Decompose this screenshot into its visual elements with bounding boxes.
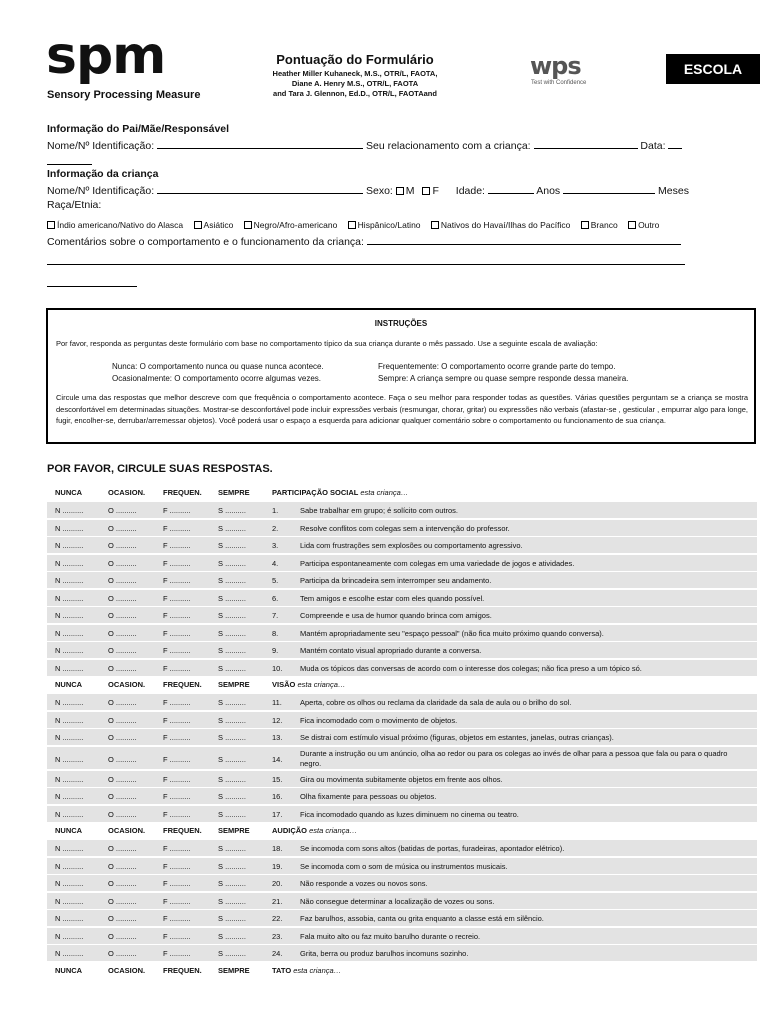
age-months-field[interactable] [563, 183, 655, 194]
response-always[interactable]: S .......... [218, 628, 246, 638]
response-always[interactable]: S .......... [218, 861, 246, 871]
response-occasionally[interactable]: O .......... [108, 715, 137, 725]
item-number: 6. [272, 593, 279, 603]
response-occasionally[interactable]: O .......... [108, 576, 137, 585]
response-always[interactable]: S .......... [218, 523, 246, 533]
table-row [47, 893, 757, 909]
sex-f-checkbox[interactable] [422, 187, 430, 195]
response-never[interactable]: N .......... [55, 844, 84, 853]
table-row [47, 945, 757, 961]
section-title [272, 966, 341, 975]
section-title-text: PARTICIPAÇÃO SOCIAL [272, 488, 361, 497]
response-always[interactable]: S .......... [218, 663, 246, 673]
item-number: 18. [272, 844, 283, 853]
ethnicity-label: Outro [638, 220, 660, 230]
item-text: Tem amigos e escolhe estar com eles quando possível. [300, 593, 485, 603]
response-frequently[interactable]: F .......... [163, 792, 191, 801]
response-frequently[interactable]: F .......... [163, 844, 191, 853]
response-never[interactable]: N .......... [55, 914, 84, 923]
response-occasionally[interactable]: O .......... [108, 896, 137, 906]
response-never[interactable]: N .......... [55, 931, 84, 941]
author-line: Heather Miller Kuhaneck, M.S., OTR/L, FAOTA, [272, 69, 438, 78]
item-text: Sabe trabalhar em grupo; é solícito com outros. [300, 506, 458, 515]
months-label: Meses [658, 185, 689, 197]
author-line: and Tara J. Glennon, Ed.D., OTR/L, FAOTAand [273, 89, 437, 98]
response-occasionally[interactable]: O .......... [108, 628, 137, 638]
response-always[interactable]: S .......... [218, 576, 246, 585]
item-text: Se incomoda com o som de música ou instrumentos musicais. [300, 861, 508, 871]
section-title [272, 488, 408, 497]
response-always[interactable]: S .......... [218, 949, 246, 958]
item-number: 17. [272, 809, 283, 819]
table-row [47, 771, 757, 787]
response-never[interactable]: N .......... [55, 523, 84, 533]
item-text: Fala muito alto ou faz muito barulho durante o recreio. [300, 931, 481, 941]
table-row [47, 910, 757, 926]
table-row [47, 729, 757, 745]
column-header: FREQUEN. [163, 488, 202, 497]
response-always[interactable]: S .......... [218, 844, 246, 853]
table-row [47, 607, 757, 623]
item-number: 11. [272, 698, 282, 707]
response-occasionally[interactable]: O .......... [108, 914, 137, 923]
response-frequently[interactable]: F .......... [163, 523, 191, 533]
response-frequently[interactable]: F .......... [163, 733, 191, 742]
section-title-suffix: esta criança… [309, 826, 358, 835]
ethnicity-label: Asiático [203, 220, 234, 230]
response-occasionally[interactable]: O .......... [108, 861, 137, 871]
item-text: Gira ou movimenta subitamente objetos em frente aos olhos. [300, 774, 503, 784]
section-title [272, 680, 345, 689]
item-text: Compreende e usa de humor quando brinca com amigos. [300, 611, 492, 620]
section-title-suffix: esta criança… [297, 680, 346, 689]
table-row [47, 625, 757, 641]
column-header: FREQUEN. [163, 826, 202, 835]
response-never[interactable]: N .......... [55, 792, 84, 801]
please-circle-heading: POR FAVOR, CIRCULE SUAS RESPOSTAS. [47, 463, 273, 475]
column-header: SEMPRE [218, 680, 250, 689]
response-frequently[interactable]: F .......... [163, 646, 191, 655]
item-number: 8. [272, 628, 279, 638]
parent-name-label: Nome/Nº Identificação: [47, 140, 155, 152]
comments-row [47, 234, 681, 248]
scale-always: Sempre: A criança sempre ou quase sempre responde dessa maneira. [378, 374, 629, 383]
response-frequently[interactable]: F .......... [163, 576, 191, 585]
response-always[interactable]: S .......... [218, 792, 246, 801]
race-label: Raça/Etnia: [47, 199, 102, 211]
response-occasionally[interactable]: O .......... [108, 506, 137, 515]
item-number: 20. [272, 879, 283, 888]
table-row [47, 858, 757, 874]
ethnicity-checkbox[interactable] [581, 221, 589, 229]
date-field-continuation[interactable] [47, 164, 92, 165]
ethnicity-label: Branco [590, 220, 618, 230]
item-text: Não responde a vozes ou novos sons. [300, 879, 428, 888]
item-text: Mantém contato visual apropriado durante a conversa. [300, 646, 482, 655]
scale-occasionally: Ocasionalmente: O comportamento ocorre algumas vezes. [112, 374, 321, 383]
response-always[interactable]: S .......... [218, 896, 246, 906]
response-never[interactable]: N .......... [55, 628, 84, 638]
response-always[interactable]: S .......... [218, 774, 246, 784]
response-frequently[interactable]: F .......... [163, 879, 191, 888]
table-row [47, 590, 757, 606]
column-header: OCASION. [108, 965, 146, 975]
item-number: 23. [272, 931, 283, 941]
response-never[interactable]: N .......... [55, 611, 84, 620]
item-text: Participa espontaneamente com colegas em uma variedade de jogos e atividades. [300, 558, 575, 568]
section-header [47, 963, 757, 980]
instructions-box [46, 308, 756, 444]
publisher-name: wps [530, 52, 581, 80]
table-row [47, 537, 757, 553]
response-always[interactable]: S .......... [218, 698, 246, 707]
item-text: Grita, berra ou produz barulhos incomuns sozinho. [300, 949, 469, 958]
column-header: NUNCA [55, 965, 83, 975]
comments-line[interactable] [47, 286, 137, 287]
item-number: 2. [272, 523, 279, 533]
item-number: 14. [272, 754, 283, 764]
item-number: 5. [272, 576, 279, 585]
column-header: OCASION. [108, 680, 146, 689]
section-title [272, 826, 357, 835]
item-number: 22. [272, 914, 283, 923]
scale-never: Nunca: O comportamento nunca ou quase nunca acontece. [112, 362, 324, 371]
response-always[interactable]: S .......... [218, 646, 246, 655]
section-header [47, 677, 757, 694]
response-occasionally[interactable]: O .......... [108, 663, 137, 673]
item-number: 21. [272, 896, 283, 906]
table-row [47, 788, 757, 804]
comments-line[interactable] [47, 264, 685, 265]
column-header: NUNCA [55, 488, 83, 497]
response-always[interactable]: S .......... [218, 506, 246, 515]
ethnicity-label: Hispânico/Latino [357, 220, 421, 230]
section-title-suffix: esta criança… [293, 965, 342, 975]
response-always[interactable]: S .......... [218, 879, 246, 888]
sex-f-label: F [432, 185, 439, 197]
item-number: 4. [272, 558, 279, 568]
response-always[interactable]: S .......... [218, 809, 246, 819]
item-number: 3. [272, 541, 279, 550]
item-number: 13. [272, 733, 283, 742]
item-number: 19. [272, 861, 283, 871]
age-years-field[interactable] [488, 183, 534, 194]
ethnicity-checkbox[interactable] [47, 221, 55, 229]
item-number: 15. [272, 774, 283, 784]
response-frequently[interactable]: F .......... [163, 506, 191, 515]
column-header: NUNCA [55, 826, 83, 835]
scale-frequently: Frequentemente: O comportamento ocorre grande parte do tempo. [378, 362, 616, 371]
item-text: Resolve conflitos com colegas sem a intervenção do professor. [300, 523, 510, 533]
response-occasionally[interactable]: O .......... [108, 593, 137, 603]
ethnicity-options [47, 220, 659, 230]
response-frequently[interactable]: F .......... [163, 611, 191, 620]
item-text: Durante a instrução ou um anúncio, olha ao redor ou para os colegas ao invés de olhar para a pessoa que fala ou para o quadro negro. [300, 748, 728, 768]
response-never[interactable]: N .......... [55, 879, 84, 888]
instructions-body: Circule uma das respostas que melhor descreve com que frequência o comportamento acontece. Faça o seu melhor para responder todas as questões. Várias questões perguntam se a criança se mostra desconfortável em determinadas situações. Mostrar-se desconfortável pode incluir expressões verbais (resmungar, chorar, gritar) ou expressões não verbais (afastar-se , gesticular , empurrar algo para longe, fugir, encolher-se, derrubar/arremessar objetos). Você poderá usar o espaço a esquerda para adicionar qualquer comentário sobre o comportamento ou funcionamento de sua criança. [56, 393, 748, 425]
item-text: Olha fixamente para pessoas ou objetos. [300, 792, 437, 801]
table-row [47, 806, 757, 822]
child-info-heading: Informação da criança [47, 168, 159, 180]
ethnicity-checkbox[interactable] [348, 221, 356, 229]
response-frequently[interactable]: F .......... [163, 896, 191, 906]
instructions-title: INSTRUÇÕES [374, 319, 428, 328]
child-name-field[interactable] [157, 183, 363, 194]
section-title-suffix: esta criança… [360, 488, 409, 497]
response-occasionally[interactable]: O .......... [108, 792, 137, 801]
column-header: FREQUEN. [163, 965, 202, 975]
logo-subtitle: Sensory Processing Measure [47, 89, 201, 101]
column-header: SEMPRE [218, 965, 250, 975]
spm-logo: spm [46, 26, 166, 86]
section-title-text: AUDIÇÃO [272, 826, 310, 835]
response-frequently[interactable]: F .......... [163, 914, 191, 923]
table-row [47, 555, 757, 571]
response-never[interactable]: N .......... [55, 646, 84, 655]
response-always[interactable]: S .......... [218, 593, 246, 603]
response-frequently[interactable]: F .......... [163, 715, 191, 725]
response-never[interactable]: N .......... [55, 593, 84, 603]
child-info-row [47, 183, 689, 197]
response-frequently[interactable]: F .......... [163, 861, 191, 871]
item-text: Fica incomodado quando as luzes diminuem no cinema ou teatro. [300, 809, 519, 819]
item-text: Lida com frustrações sem explosões ou comportamento agressivo. [300, 541, 523, 550]
response-occasionally[interactable]: O .......... [108, 931, 137, 941]
ethnicity-checkbox[interactable] [431, 221, 439, 229]
ethnicity-checkbox[interactable] [194, 221, 202, 229]
section-title-text: VISÃO [272, 680, 298, 689]
response-always[interactable]: S .......... [218, 715, 246, 725]
column-header: NUNCA [55, 680, 83, 689]
column-header: SEMPRE [218, 488, 250, 497]
date-field[interactable] [668, 138, 682, 149]
item-text: Não consegue determinar a localização de vozes ou sons. [300, 896, 495, 906]
form-title: Pontuação do Formulário [276, 52, 434, 67]
date-label: Data: [640, 140, 666, 152]
ethnicity-label: Nativos do Havaí/Ilhas do Pacífico [440, 220, 571, 230]
response-frequently[interactable]: F .......... [163, 698, 191, 707]
table-row [47, 840, 757, 856]
response-always[interactable]: S .......... [218, 931, 246, 941]
table-row [47, 928, 757, 944]
response-occasionally[interactable]: O .......... [108, 558, 137, 568]
response-occasionally[interactable]: O .......... [108, 698, 137, 707]
item-text: Muda os tópicos das conversas de acordo com o interesse dos colegas; não fica preso a um tópico só. [300, 663, 642, 673]
years-label: Anos [536, 185, 561, 197]
column-header: OCASION. [108, 488, 146, 497]
comments-label: Comentários sobre o comportamento e o funcionamento da criança: [47, 236, 364, 248]
ethnicity-checkbox[interactable] [628, 221, 636, 229]
section-header [47, 485, 757, 502]
age-label: Idade: [455, 185, 485, 197]
table-row [47, 712, 757, 728]
response-never[interactable]: N .......... [55, 541, 84, 550]
sex-label: Sexo: [365, 185, 393, 197]
sex-m-label: M [405, 185, 415, 197]
response-never[interactable]: N .......... [55, 774, 84, 784]
item-number: 9. [272, 646, 279, 655]
response-frequently[interactable]: F .......... [163, 774, 191, 784]
school-badge: ESCOLA [666, 54, 760, 84]
response-frequently[interactable]: F .......... [163, 931, 191, 941]
parent-name-field[interactable] [157, 138, 363, 149]
response-frequently[interactable]: F .......... [163, 558, 191, 568]
response-never[interactable]: N .......... [55, 576, 84, 585]
section-header [47, 823, 757, 840]
response-occasionally[interactable]: O .......... [108, 879, 137, 888]
response-frequently[interactable]: F .......... [163, 809, 191, 819]
relation-field[interactable] [534, 138, 638, 149]
comments-field[interactable] [367, 234, 681, 245]
item-text: Se distrai com estímulo visual próximo (figuras, objetos em estantes, janelas, outras crianças). [300, 733, 614, 742]
item-text: Se incomoda com sons altos (batidas de portas, furadeiras, apontador elétrico). [300, 844, 565, 853]
item-number: 24. [272, 949, 283, 958]
publisher-tagline: Test with Confidence [531, 80, 587, 86]
response-never[interactable]: N .......... [55, 663, 84, 673]
response-occasionally[interactable]: O .......... [108, 949, 137, 958]
response-always[interactable]: S .......... [218, 611, 246, 620]
response-never[interactable]: N .......... [55, 506, 84, 515]
response-frequently[interactable]: F .......... [163, 593, 191, 603]
ethnicity-label: Índio americano/Nativo do Alasca [57, 220, 184, 230]
column-header: SEMPRE [218, 826, 250, 835]
response-occasionally[interactable]: O .......... [108, 844, 137, 853]
response-occasionally[interactable]: O .......... [108, 646, 137, 655]
response-never[interactable]: N .......... [55, 754, 84, 764]
item-text: Participa da brincadeira sem interromper seu andamento. [300, 576, 492, 585]
child-name-label: Nome/Nº Identificação: [47, 185, 155, 197]
response-never[interactable]: N .......... [55, 896, 84, 906]
response-frequently[interactable]: F .......... [163, 628, 191, 638]
table-row [47, 660, 757, 676]
table-row [47, 875, 757, 891]
response-always[interactable]: S .......... [218, 733, 246, 742]
table-row [47, 642, 757, 658]
sex-m-checkbox[interactable] [396, 187, 404, 195]
item-number: 7. [272, 611, 279, 620]
response-always[interactable]: S .......... [218, 914, 246, 923]
response-never[interactable]: N .......... [55, 733, 84, 742]
response-occasionally[interactable]: O .......... [108, 809, 137, 819]
response-never[interactable]: N .......... [55, 698, 84, 707]
response-frequently[interactable]: F .......... [163, 949, 191, 958]
item-text: Mantém apropriadamente seu "espaço pessoal" (não fica muito próximo quando conversa). [300, 628, 604, 638]
item-number: 16. [272, 792, 283, 801]
response-frequently[interactable]: F .......... [163, 663, 191, 673]
item-text: Fica incomodado com o movimento de objetos. [300, 715, 458, 725]
parent-info-row [47, 138, 682, 152]
item-number: 10. [272, 663, 283, 673]
response-always[interactable]: S .......... [218, 558, 246, 568]
table-row [47, 694, 757, 710]
response-frequently[interactable]: F .......... [163, 541, 191, 550]
ethnicity-label: Negro/Afro-americano [253, 220, 338, 230]
column-header: OCASION. [108, 826, 146, 835]
wps-logo [528, 54, 600, 90]
response-occasionally[interactable]: O .......... [108, 523, 137, 533]
parent-info-heading: Informação do Pai/Mãe/Responsável [47, 123, 230, 135]
table-row [47, 502, 757, 518]
table-row [47, 747, 757, 770]
response-always[interactable]: S .......... [218, 541, 246, 550]
item-text: Faz barulhos, assobia, canta ou grita enquanto a classe está em silêncio. [300, 914, 544, 923]
item-number: 12. [272, 715, 283, 725]
response-occasionally[interactable]: O .......... [108, 733, 137, 742]
response-occasionally[interactable]: O .......... [108, 541, 137, 550]
ethnicity-checkbox[interactable] [244, 221, 252, 229]
table-row [47, 520, 757, 536]
response-never[interactable]: N .......... [55, 949, 84, 958]
table-row [47, 572, 757, 588]
item-number: 1. [272, 506, 279, 515]
response-occasionally[interactable]: O .......... [108, 774, 137, 784]
response-frequently[interactable]: F .......... [163, 754, 191, 764]
column-header: FREQUEN. [163, 680, 202, 689]
instructions-intro: Por favor, responda as perguntas deste formulário com base no comportamento típico da sua criança durante o mês passado. Use a seguinte escala de avaliação: [56, 339, 598, 348]
response-never[interactable]: N .......... [55, 861, 84, 871]
item-text: Aperta, cobre os olhos ou reclama da claridade da sala de aula ou o brilho do sol. [300, 698, 572, 707]
response-never[interactable]: N .......... [55, 715, 84, 725]
author-line: Diane A. Henry M.S., OTR/L, FAOTA [291, 79, 419, 88]
response-never[interactable]: N .......... [55, 809, 84, 819]
response-occasionally[interactable]: O .......... [108, 754, 137, 764]
response-occasionally[interactable]: O .......... [108, 611, 137, 620]
relation-label: Seu relacionamento com a criança: [365, 140, 531, 152]
response-always[interactable]: S .......... [218, 754, 246, 764]
response-never[interactable]: N .......... [55, 558, 84, 568]
section-title-text: TATO [272, 965, 294, 975]
